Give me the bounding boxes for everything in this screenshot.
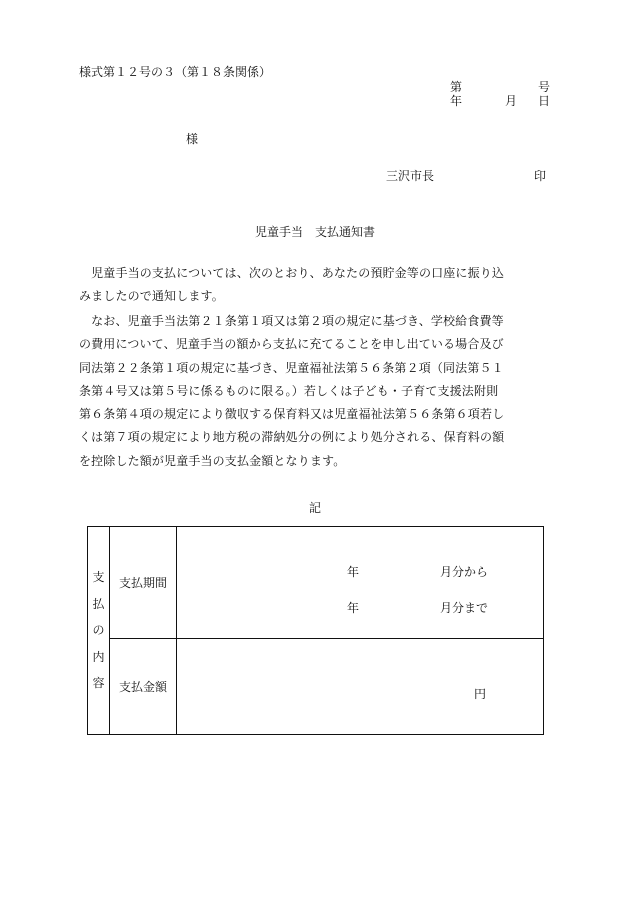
document-title: 児童手当 支払通知書 xyxy=(254,225,375,239)
side-label-char: 容 xyxy=(92,676,105,691)
seal-mark: 印 xyxy=(534,169,547,183)
paragraph-line: 条第４号又は第５号に係るものに限る。）若しくは子ども・子育て支援法附則 xyxy=(79,383,499,398)
paragraph-line: の費用について、児童手当の額から支払に充てることを申し出ている場合及び xyxy=(79,337,504,352)
payment-contents-side-label xyxy=(88,527,110,735)
form-number: 様式第１２号の３（第１８条関係） xyxy=(79,65,272,79)
payment-details-table xyxy=(87,526,544,735)
period-to-year: 年 xyxy=(347,601,360,615)
record-heading: 記 xyxy=(308,501,321,515)
side-label-char: の xyxy=(92,623,105,638)
payment-amount-row xyxy=(88,639,544,735)
notice-paragraph-1 xyxy=(79,262,553,309)
addressee-honorific: 様 xyxy=(186,132,199,146)
side-label-char: 内 xyxy=(92,649,105,664)
payment-period-row xyxy=(88,527,544,639)
document-number-prefix: 第 xyxy=(450,80,463,94)
paragraph-line: を控除した額が児童手当の支払金額となります。 xyxy=(79,453,346,468)
payment-period-value xyxy=(177,527,544,639)
issue-date-month: 月 xyxy=(505,94,518,108)
paragraph-line: 児童手当の支払については、次のとおり、あなたの預貯金等の口座に振り込 xyxy=(79,266,505,280)
paragraph-line: 同法第２２条第１項の規定に基づき、児童福祉法第５６条第２項（同法第５１ xyxy=(79,360,504,375)
payment-amount-value xyxy=(177,639,544,735)
side-label-char: 払 xyxy=(92,596,105,611)
document-number-suffix: 号 xyxy=(537,80,550,94)
payment-period-label: 支払期間 xyxy=(110,527,177,639)
issue-date-day: 日 xyxy=(537,94,550,108)
period-to-month: 月分まで xyxy=(440,601,489,615)
paragraph-line: 第６条第４項の規定により徴収する保育料又は児童福祉法第５６条第６項若し xyxy=(79,407,505,422)
issuer-mayor: 三沢市長 xyxy=(386,169,435,183)
paragraph-line: なお、児童手当法第２１条第１項又は第２項の規定に基づき、学校給食費等 xyxy=(79,314,504,328)
paragraph-line: みましたので通知します。 xyxy=(79,289,224,304)
side-label-char: 支 xyxy=(92,570,105,585)
issue-date-year: 年 xyxy=(450,94,463,108)
period-from-year: 年 xyxy=(347,565,360,579)
notice-paragraph-2 xyxy=(79,310,553,473)
period-from-month: 月分から xyxy=(440,565,489,579)
amount-unit: 円 xyxy=(474,687,487,701)
paragraph-line: くは第７項の規定により地方税の滞納処分の例により処分される、保育料の額 xyxy=(79,430,505,445)
payment-amount-label: 支払金額 xyxy=(110,639,177,735)
